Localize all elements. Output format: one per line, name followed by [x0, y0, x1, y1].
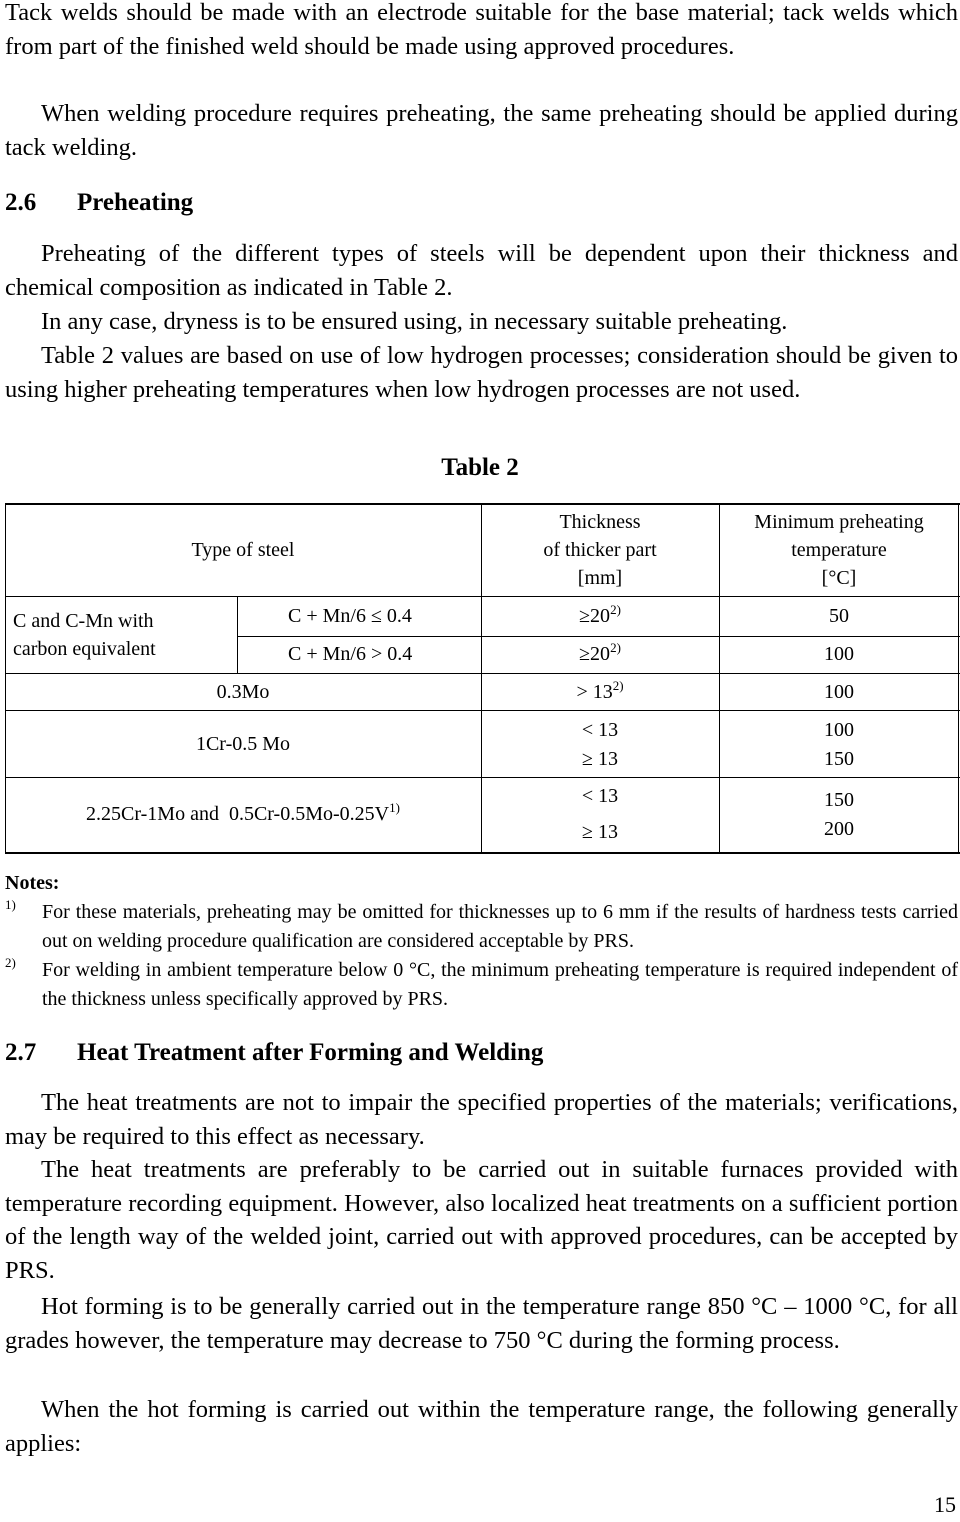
table-cell-temperature: 100: [824, 719, 854, 741]
note-text: For these materials, preheating may be omitted for thicknesses up to 6 mm if the results of hardness tests carried out on welding procedure qualification are considered acceptable by PRS.: [42, 901, 958, 952]
section-title: Preheating: [77, 189, 194, 216]
note-mark: 1): [5, 897, 16, 912]
table-cell-steel: 1Cr-0.5 Mo: [195, 733, 291, 755]
table-cell-thickness: < 13: [581, 785, 619, 807]
table-cell-temperature: 50: [829, 605, 849, 627]
header-type-of-steel: Type of steel: [191, 539, 295, 561]
table-cell-thickness: > $13^{2)}$: [576, 678, 624, 703]
header-thickness-line-1: Thickness: [559, 511, 641, 533]
notes-label: Notes:: [5, 872, 60, 894]
table-cell-steel: 0.3Mo: [216, 681, 270, 703]
group-label-line-2: carbon equivalent: [13, 638, 156, 660]
table-border-bottom: [5, 852, 960, 854]
table-column-rule: [237, 597, 238, 674]
note-mark: 2): [5, 955, 16, 970]
note-text: For welding in ambient temperature below 0 °C, the minimum preheating temperature is required independent of the thickness unless specifically approved by PRS.: [42, 959, 958, 1010]
preheating-paragraph-1: Preheating of the different types of steels will be dependent upon their thickness and chemical composition as indicated in Table 2.: [5, 240, 958, 301]
table-title: Table 2: [441, 454, 519, 481]
table-cell-steel: 2.25Cr-1Mo and $0.5Cr-0.5Mo-0.25V^{1)}$: [86, 800, 400, 825]
table-cell-thickness: $\ge 20^{2)}$: [579, 602, 621, 627]
header-thickness-line-2: of thicker part: [543, 539, 657, 561]
table-cell-thickness: ≥ 13: [582, 821, 618, 843]
heat-treatment-paragraph-2: The heat treatments are preferably to be carried out in suitable furnaces provided with temperature recording equipment. However, also localized heat treatments on a sufficient portion of the length way of the welded joint, carried out with approved procedures, can be accepted by PRS.: [5, 1156, 958, 1284]
table-cell-temperature: 100: [824, 643, 854, 665]
preheating-paragraph-3: Table 2 values are based on use of low hydrogen processes; consideration should be given to using higher preheating temperatures when low hydrogen processes are not used.: [5, 342, 958, 403]
section-heading-2-6: [5, 187, 193, 219]
heat-treatment-paragraph-3: Hot forming is to be generally carried out in the temperature range 850 °C – 1000 °C, for all grades however, the temperature may decrease to 750 °C during the forming process.: [5, 1293, 958, 1354]
heat-treatment-paragraph-4: When the hot forming is carried out within the temperature range, the following generally applies:: [5, 1396, 958, 1457]
heat-treatment-paragraph-1: The heat treatments are not to impair the specified properties of the materials; verifications, may be required to this effect as necessary.: [5, 1089, 958, 1150]
intro-paragraph-1: Tack welds should be made with an electrode suitable for the base material; tack welds which from part of the finished weld should be made using approved procedures.: [5, 0, 958, 60]
table-header-rule: [5, 596, 960, 597]
table-cell-thickness: $\ge 20^{2)}$: [579, 640, 621, 665]
section-number: 2.6: [5, 189, 37, 216]
table-cell-thickness: < 13: [581, 719, 619, 741]
table-cell-temperature: 150: [824, 789, 854, 811]
preheating-paragraph-2: In any case, dryness is to be ensured using, in necessary suitable preheating.: [41, 308, 788, 335]
table-cell-temperature: 100: [824, 681, 854, 703]
header-thickness-line-3: [mm]: [577, 567, 623, 589]
table-cell-temperature: 150: [824, 748, 854, 770]
table-row-rule: [5, 777, 960, 778]
table-cell-thickness: ≥ 13: [582, 748, 618, 770]
table-cell-steel: C + Mn/6 > 0.4: [288, 643, 413, 665]
header-temperature-line-3: [°C]: [821, 567, 857, 589]
header-temperature-line-1: Minimum preheating: [754, 511, 924, 533]
group-label-line-1: C and C-Mn with: [13, 610, 154, 632]
section-title: Heat Treatment after Forming and Welding: [77, 1039, 544, 1066]
intro-paragraph-2: When welding procedure requires preheating, the same preheating should be applied during tack welding.: [5, 100, 958, 161]
table-row-rule: [5, 673, 960, 674]
section-heading-2-7: [5, 1037, 543, 1069]
page-number: 15: [934, 1492, 956, 1517]
table-row-rule: [237, 636, 960, 637]
table-cell-steel: C + Mn/6 ≤ 0.4: [288, 605, 412, 627]
table-border-top: [5, 503, 960, 505]
header-temperature-line-2: temperature: [791, 539, 887, 561]
section-number: 2.7: [5, 1039, 37, 1066]
table-row-rule: [5, 710, 960, 711]
table-cell-temperature: 200: [824, 818, 854, 840]
